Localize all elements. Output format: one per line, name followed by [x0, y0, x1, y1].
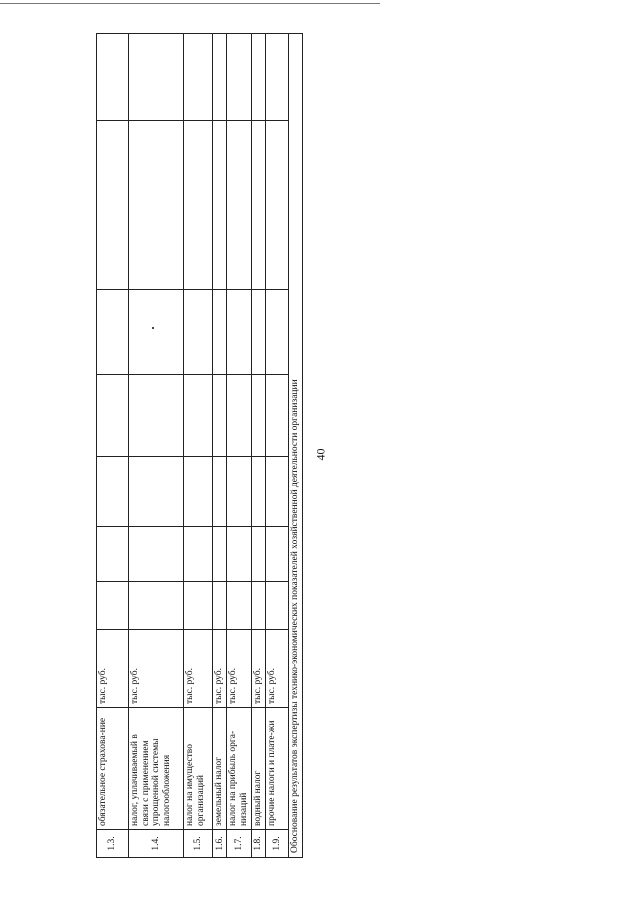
empty-cell — [97, 457, 129, 527]
empty-cell — [97, 34, 129, 121]
row-unit: тыс. руб. — [129, 630, 184, 708]
table-row — [213, 34, 227, 858]
empty-cell — [252, 34, 266, 121]
empty-cell — [129, 121, 184, 290]
row-unit: тыс. руб. — [213, 630, 227, 708]
empty-cell — [184, 121, 213, 290]
row-name: земельный налог — [213, 708, 227, 830]
empty-cell — [213, 375, 227, 457]
row-name: прочие налоги и плате-жи — [266, 708, 289, 830]
empty-cell — [129, 34, 184, 121]
empty-cell — [266, 290, 289, 375]
empty-cell — [184, 34, 213, 121]
row-name: налог, уплачиваемый в связи с применением упрощенной системы налогообложения — [129, 708, 184, 830]
empty-cell — [252, 290, 266, 375]
empty-cell — [227, 34, 252, 121]
row-name: налог на имущество организаций — [184, 708, 213, 830]
empty-cell — [184, 290, 213, 375]
empty-cell — [227, 582, 252, 630]
footer-row — [289, 34, 303, 858]
empty-cell — [213, 457, 227, 527]
empty-cell — [252, 121, 266, 290]
empty-cell — [266, 34, 289, 121]
empty-cell — [213, 34, 227, 121]
row-number: 1.7. — [227, 830, 252, 858]
empty-cell — [97, 527, 129, 582]
row-number: 1.3. — [97, 830, 129, 858]
table-body — [97, 34, 289, 858]
row-unit: тыс. руб. — [97, 630, 129, 708]
row-unit: тыс. руб. — [227, 630, 252, 708]
empty-cell — [97, 582, 129, 630]
table-row — [184, 34, 213, 858]
indicators-table — [96, 33, 303, 858]
row-unit: тыс. руб. — [252, 630, 266, 708]
row-number: 1.5. — [184, 830, 213, 858]
page-number: 40 — [313, 448, 328, 461]
row-unit: тыс. руб. — [184, 630, 213, 708]
table-row — [129, 34, 184, 858]
empty-cell — [129, 527, 184, 582]
rotated-table-container — [96, 34, 303, 858]
empty-cell — [227, 121, 252, 290]
scan-speck — [152, 327, 154, 329]
empty-cell — [213, 527, 227, 582]
empty-cell — [129, 457, 184, 527]
empty-cell — [184, 375, 213, 457]
empty-cell — [266, 121, 289, 290]
empty-cell — [266, 375, 289, 457]
empty-cell — [184, 527, 213, 582]
top-rule — [0, 0, 380, 4]
empty-cell — [227, 375, 252, 457]
row-number: 1.9. — [266, 830, 289, 858]
empty-cell — [213, 290, 227, 375]
empty-cell — [266, 457, 289, 527]
empty-cell — [227, 527, 252, 582]
row-name: обязательное страхова-ние — [97, 708, 129, 830]
empty-cell — [227, 290, 252, 375]
empty-cell — [97, 375, 129, 457]
empty-cell — [97, 121, 129, 290]
empty-cell — [227, 457, 252, 527]
row-name: налог на прибыль орга-низаций — [227, 708, 252, 830]
empty-cell — [252, 457, 266, 527]
empty-cell — [252, 527, 266, 582]
row-unit: тыс. руб. — [266, 630, 289, 708]
empty-cell — [252, 582, 266, 630]
row-name: водный налог — [252, 708, 266, 830]
empty-cell — [97, 290, 129, 375]
empty-cell — [184, 457, 213, 527]
empty-cell — [252, 375, 266, 457]
table-row — [252, 34, 266, 858]
row-number: 1.4. — [129, 830, 184, 858]
empty-cell — [213, 121, 227, 290]
empty-cell — [266, 582, 289, 630]
empty-cell — [184, 582, 213, 630]
empty-cell — [266, 527, 289, 582]
empty-cell — [129, 290, 184, 375]
table-row — [266, 34, 289, 858]
row-number: 1.6. — [213, 830, 227, 858]
row-number: 1.8. — [252, 830, 266, 858]
empty-cell — [213, 582, 227, 630]
table-row — [97, 34, 129, 858]
footer-text: Обоснование результатов экспертизы технико-экономических показателей хозяйственной деятельности организации — [289, 34, 303, 858]
empty-cell — [129, 375, 184, 457]
empty-cell — [129, 582, 184, 630]
table-row — [227, 34, 252, 858]
